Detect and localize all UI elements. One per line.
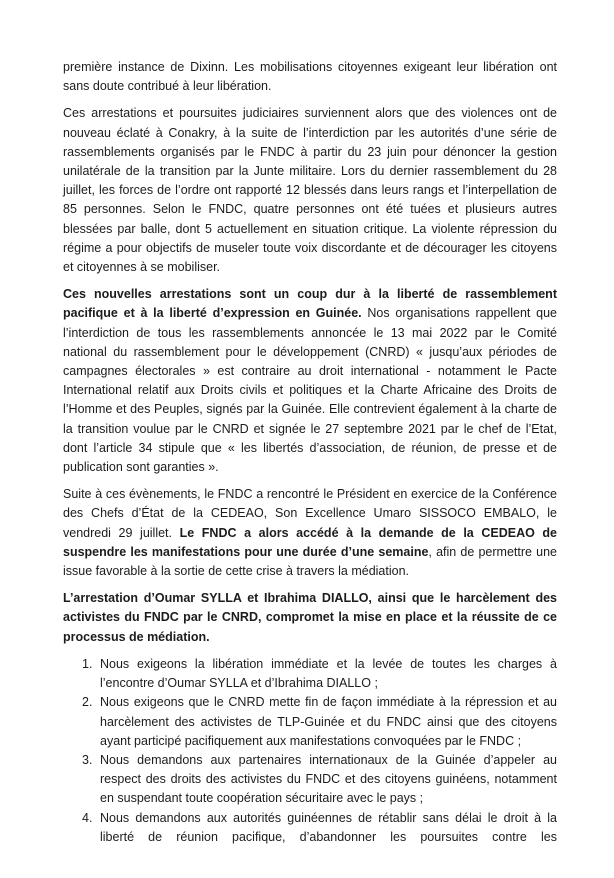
paragraph-context-violences-text: Ces arrestations et poursuites judiciaires surviennent alors que des violences ont de nouveau éclaté à Conakry, à la suite de l’interdiction par les autorités d’une série de rassemblements organisés par le FNDC à partir du 23 juin pour dénoncer la gestion unilatérale de la transition par la Junte militaire. Lors du dernier rassemblement du 28 juillet, les forces de l’ordre ont rapporté 12 blessés dans leurs rangs et l’interpellation de 85 personnes. Selon le FNDC, quatre personnes ont été tuées et plusieurs autres blessées par balle, dont 5 actuellement en situation critique. La violente répression du régime a pour objectifs de museler toute voix discordante et de décourager les citoyens et citoyennes à se mobiliser.	[63, 106, 557, 275]
paragraph-context-violences	[63, 104, 557, 277]
paragraph-cedeao-mediation	[63, 485, 557, 581]
list-item-2-number: 2.	[82, 695, 93, 710]
list-item-2-text: Nous exigeons que le CNRD mette fin de façon immédiate à la répression et au harcèlement des activistes de TLP-Guinée et du FNDC ainsi que des citoyens ayant participé pacifiquement aux manifestations convoquées par le FNDC ;	[100, 695, 557, 748]
paragraph-liberte-rassemblement-rest: Nos organisations rappellent que l’interdiction de tous les rassemblements annoncée le 13 mai 2022 par le Comité national du rassemblement pour le développement (CNRD) « jusqu’aux périodes de campagnes électorales » est contraire au droit international - notamment le Pacte International relatif aux Droits civils et politiques et la Charte Africaine des Droits de l’Homme et des Peuples, signés par la Guinée. Elle contrevient également à la charte de la transition voulue par le CNRD et signée le 27 septembre 2021 par le chef de l’Etat, dont l’article 34 stipule que « les libertés d’association, de réunion, de presse et de publication sont garanties ».	[63, 306, 557, 475]
list-item-3	[82, 751, 557, 809]
list-item-1	[82, 655, 557, 693]
paragraph-arrestation-compromet-text: L’arrestation d’Oumar SYLLA et Ibrahima DIALLO, ainsi que le harcèlement des activistes du FNDC par le CNRD, compromet la mise en place et la réussite de ce processus de médiation.	[63, 591, 557, 644]
paragraph-cedeao-mediation-end: , afin de permettre une issue favorable à la sortie de cette crise à travers la médiation.	[63, 544, 557, 579]
paragraph-cedeao-mediation-start: Suite à ces évènements, le FNDC a rencontré le Président en exercice de la Conférence des Chefs d’État de la CEDEAO, Son Excellence Umaro SISSOCO EMBALO, le vendredi 29 juillet.	[63, 487, 557, 540]
list-item-3-number: 3.	[82, 752, 93, 767]
demands-list	[63, 655, 557, 847]
paragraph-liberte-rassemblement-bold-lead: Ces nouvelles arrestations sont un coup dur à la liberté de rassemblement pacifique et à la liberté d’expression en Guinée.	[63, 287, 557, 321]
paragraph-liberte-rassemblement	[63, 285, 557, 477]
paragraph-arrestation-compromet	[63, 589, 557, 647]
paragraph-continuation	[63, 58, 557, 96]
list-item-4-text: Nous demandons aux autorités guinéennes de rétablir sans délai le droit à la liberté de réunion pacifique, d’abandonner les poursuites contre les	[100, 810, 557, 844]
list-item-4-number: 4.	[82, 810, 93, 825]
list-item-3-text: Nous demandons aux partenaires internationaux de la Guinée d’appeler au respect des droits des activistes du FNDC et des citoyens guinéens, notamment en suspendant toute coopération sécuritaire avec le pays ;	[100, 752, 557, 806]
list-item-1-text: Nous exigeons la libération immédiate et la levée de toutes les charges à l’encontre d’Oumar SYLLA et d’Ibrahima DIALLO ;	[100, 656, 557, 691]
list-item-1-number: 1.	[82, 656, 93, 671]
paragraph-continuation-text: première instance de Dixinn. Les mobilisations citoyennes exigeant leur libération ont sans doute contribué à leur libération.	[63, 60, 557, 94]
list-item-4	[82, 809, 557, 847]
list-item-2	[82, 693, 557, 751]
paragraph-cedeao-mediation-bold: Le FNDC a alors accédé à la demande de la CEDEAO de suspendre les manifestations pour une durée d’une semaine	[63, 525, 558, 559]
